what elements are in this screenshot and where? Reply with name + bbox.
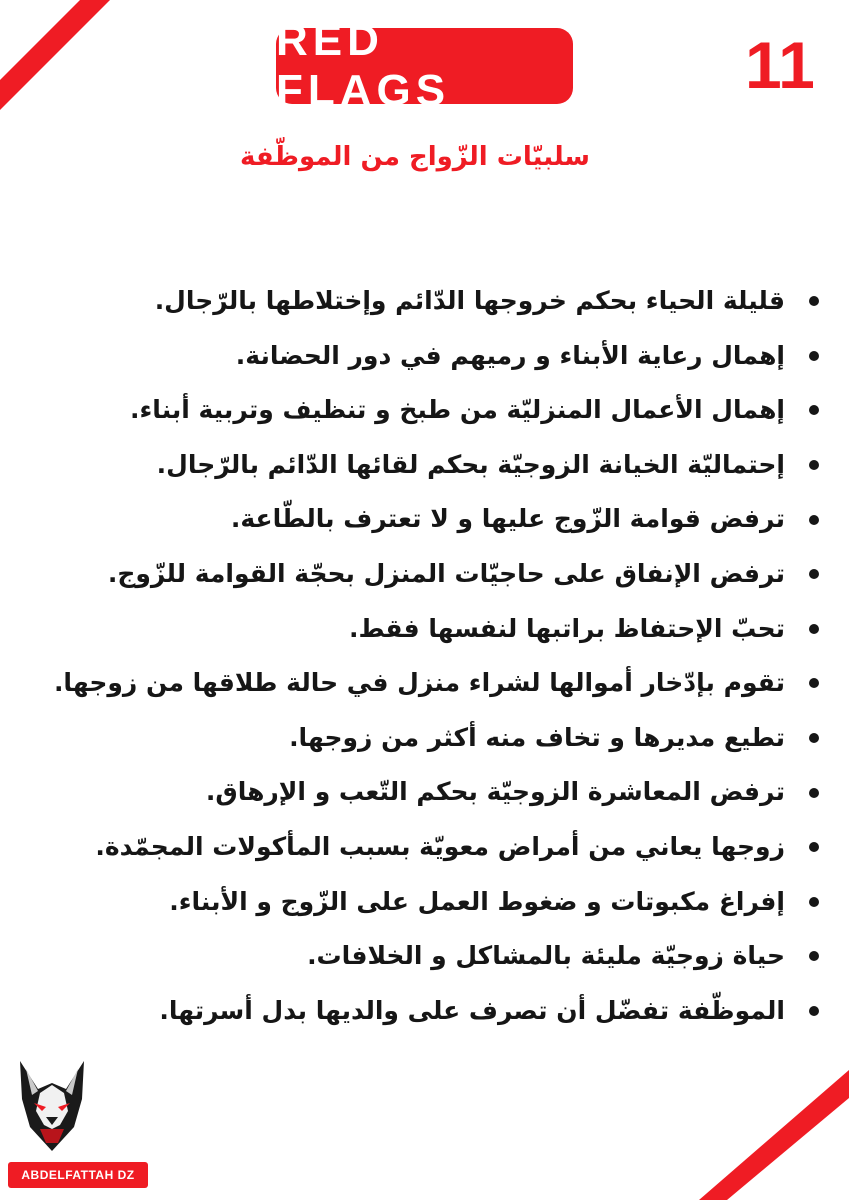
list-item-text: ترفض المعاشرة الزوجيّة بحكم التّعب و الإرهاق. (205, 777, 785, 807)
list-item-text: الموظّفة تفضّل أن تصرف على والديها بدل أسرتها. (159, 995, 785, 1025)
bullet-icon (809, 951, 819, 961)
list-item-text: إهمال رعاية الأبناء و رميهم في دور الحضانة. (235, 340, 785, 370)
list-item (99, 929, 819, 984)
list-item (99, 711, 819, 766)
bullet-icon (809, 569, 819, 579)
list-item (99, 274, 819, 329)
logo-caption: ABDELFATTAH DZ (8, 1162, 148, 1188)
list-item-text: ترفض قوامة الزّوج عليها و لا تعترف بالطّاعة. (230, 504, 785, 534)
list-item-text: زوجها يعاني من أمراض معويّة بسبب المأكولات المجمّدة. (95, 831, 785, 861)
list-item-text: إهمال الأعمال المنزليّة من طبخ و تنظيف وتربية أبناء. (130, 395, 785, 425)
corner-stripe-bottom-right (699, 1070, 849, 1200)
list-item (99, 984, 819, 1039)
list-item (99, 602, 819, 657)
list-item (99, 547, 819, 602)
list-item (99, 875, 819, 930)
list-item (99, 438, 819, 493)
bullet-icon (809, 405, 819, 415)
bullet-icon (809, 296, 819, 306)
red-flags-list (53, 274, 819, 1038)
corner-stripe-top-left (0, 0, 130, 130)
bullet-icon (809, 678, 819, 688)
list-item (95, 820, 819, 875)
bullet-icon (809, 515, 819, 525)
list-item-text: ترفض الإنفاق على حاجيّات المنزل بحجّة القوامة للزّوج. (107, 558, 785, 588)
list-item-text: حياة زوجيّة مليئة بالمشاكل و الخلافات. (307, 941, 785, 971)
list-item-text: قليلة الحياء بحكم خروجها الدّائم وإختلاطها بالرّجال. (154, 286, 785, 315)
list-item-text: تقوم بإدّخار أموالها لشراء منزل في حالة طلاقها من زوجها. (53, 668, 785, 698)
bullet-icon (809, 842, 819, 852)
list-item-text: إفراغ مكبوتات و ضغوط العمل على الزّوج و الأبناء. (169, 886, 785, 916)
list-item-text: تطيع مديرها و تخاف منه أكثر من زوجها. (289, 722, 785, 752)
title-banner (276, 16, 573, 115)
list-item (99, 765, 819, 820)
list-item-text: تحبّ الإحتفاظ براتبها لنفسها فقط. (349, 613, 785, 643)
page-title: RED FLAGS (276, 16, 451, 115)
bullet-icon (809, 733, 819, 743)
bullet-icon (809, 1006, 819, 1016)
bullet-icon (809, 624, 819, 634)
bullet-icon (809, 460, 819, 470)
list-item (99, 329, 819, 384)
bullet-icon (809, 788, 819, 798)
list-item-text: إحتماليّة الخيانة الزوجيّة بحكم لقائها الدّائم بالرّجال. (156, 449, 785, 479)
page-subtitle: سلبيّات الزّواج من الموظّفة (240, 142, 590, 172)
list-item (99, 383, 819, 438)
wolf-head-icon (12, 1055, 92, 1155)
page-number: 11 (745, 28, 815, 102)
bullet-icon (809, 351, 819, 361)
list-item (53, 656, 819, 711)
bullet-icon (809, 897, 819, 907)
list-item (99, 492, 819, 547)
